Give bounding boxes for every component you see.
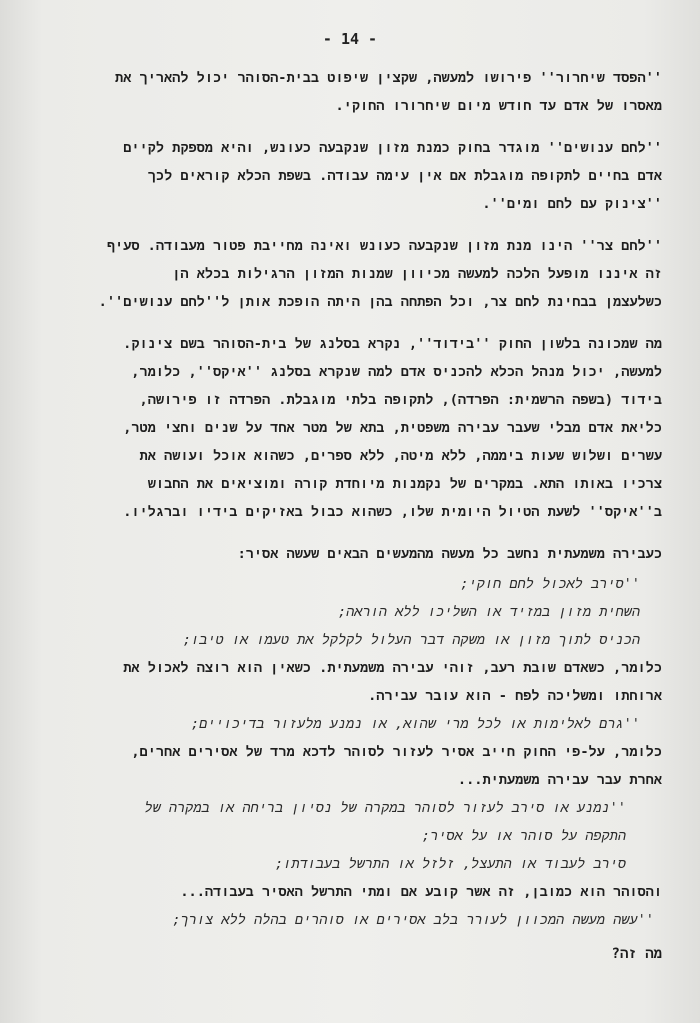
quote-refusal	[40, 794, 626, 878]
text-line: כלומר, כשאדם שובת רעב, זוהי עבירה משמעתית. כשאין הוא רוצה לאכול את	[123, 660, 662, 676]
text-line: אחרת עבר עבירה משמעתית...	[457, 772, 662, 788]
paragraph-punishment-bread	[40, 134, 662, 218]
disciplinary-offense-intro: כעבירה משמעתית נחשב כל מעשה מהמעשים הבאים שעשה אסיר:	[237, 546, 662, 562]
document-body	[40, 64, 662, 968]
text-line: כלומר, על-פי החוק חייב אסיר לעזור לסוהר לדכא מרד של אסירים אחרים,	[131, 744, 662, 760]
quote-violence	[40, 710, 640, 738]
quote-food-offenses	[40, 570, 640, 654]
text-line: כשלעצמן בבחינת לחם צר, וכל הפתחה בהן היתה הופכת אותן ל''לחם ענושים''.	[98, 294, 662, 310]
paragraph-narrow-bread	[40, 232, 662, 316]
text-line: אדם בחיים לתקופה מוגבלת אם אין עימה עבודה. בשפת הכלא קוראים לכך	[147, 168, 662, 184]
text-line: למעשה, יכול מנהל הכלא להכניס אדם למה שנקרא בסלנג ''איקס'', כלומר,	[131, 364, 662, 380]
text-line: ''לחם ענושים'' מוגדר בחוק כמנת מזון שנקבעה כעונש, והיא מספקת לקיים	[123, 140, 662, 156]
explanation-hunger-strike	[40, 654, 662, 710]
quote-line: הכניס לתוך מזון או משקה דבר העלול לקלקל את טעמו או טיבו;	[182, 632, 640, 648]
text-line: כליאת אדם מבלי שעבר עבירה משפטית, בתא של מטר אחד על שנים וחצי מטר,	[123, 420, 662, 436]
page-number: - 14 -	[322, 30, 378, 48]
quote-panic	[40, 906, 654, 934]
quote-line: ''עשה מעשה המכוון לעורר בלב אסירים או סוהרים בהלה ללא צורך;	[172, 912, 654, 928]
text-line: ''צינוק עם לחם ומים''.	[482, 196, 662, 212]
paragraph-isolation	[40, 330, 662, 526]
text-line: מאסרו של אדם עד חודש מיום שיחרורו החוקי.	[335, 98, 662, 114]
quote-line: ''סירב לאכול לחם חוקי;	[460, 576, 640, 592]
text-line: ''הפסד שיחרור'' פירושו למעשה, שקצין שיפוט בבית-הסוהר יכול להאריך את	[115, 70, 662, 86]
text-line: ''לחם צר'' הינו מנת מזון שנקבעה כעונש ואינה מחייבת פטור מעבודה. סעיף	[106, 238, 662, 254]
explanation-suppress-riot	[40, 738, 662, 794]
closing-question: מה זה?	[611, 946, 662, 962]
text-line: עשרים ושלוש שעות ביממה, ללא מיטה, ללא ספרים, כשהוא אוכל ועושה את	[139, 448, 662, 464]
quote-line: התקפה על סוהר או על אסיר;	[421, 828, 626, 844]
text-line: והסוהר הוא כמובן, זה אשר קובע אם ומתי התרשל האסיר בעבודה...	[180, 884, 662, 900]
text-line: ארוחתו ומשליכה לפח - הוא עובר עבירה.	[368, 688, 662, 704]
text-line: מה שמכונה בלשון החוק ''בידוד'', נקרא בסלנג של בית-הסוהר בשם צינוק.	[123, 336, 662, 352]
text-line: זה איננו מופעל הלכה למעשה מכיוון שמנות המזון הרגילות בכלא הן	[172, 266, 662, 282]
text-line: בידוד (בשפה הרשמית: הפרדה), לתקופה בלתי מוגבלת. הפרדה זו פירושה,	[139, 392, 662, 408]
quote-line: סירב לעבוד או התעצל, זלזל או התרשל בעבודתו;	[274, 856, 626, 872]
quote-line: ''נמנע או סירב לעזור לסוהר במקרה של נסיון בריחה או במקרה של	[144, 800, 626, 816]
explanation-negligence	[40, 878, 662, 906]
quote-line: ''גרם לאלימות או לכל מרי שהוא, או נמנע מלעזור בדיכויים;	[190, 716, 640, 732]
text-line: צרכיו באותו התא. במקרים של נקמנות מיוחדת קורה ומוציאים את החבוש	[147, 476, 662, 492]
text-line: ב''איקס'' לשעת הטיול היומית שלו, כשהוא כבול באזיקים בידיו וברגליו.	[123, 504, 662, 520]
quote-line: השחית מזון במזיד או השליכו ללא הוראה;	[337, 604, 640, 620]
paragraph-release-loss	[40, 64, 662, 120]
